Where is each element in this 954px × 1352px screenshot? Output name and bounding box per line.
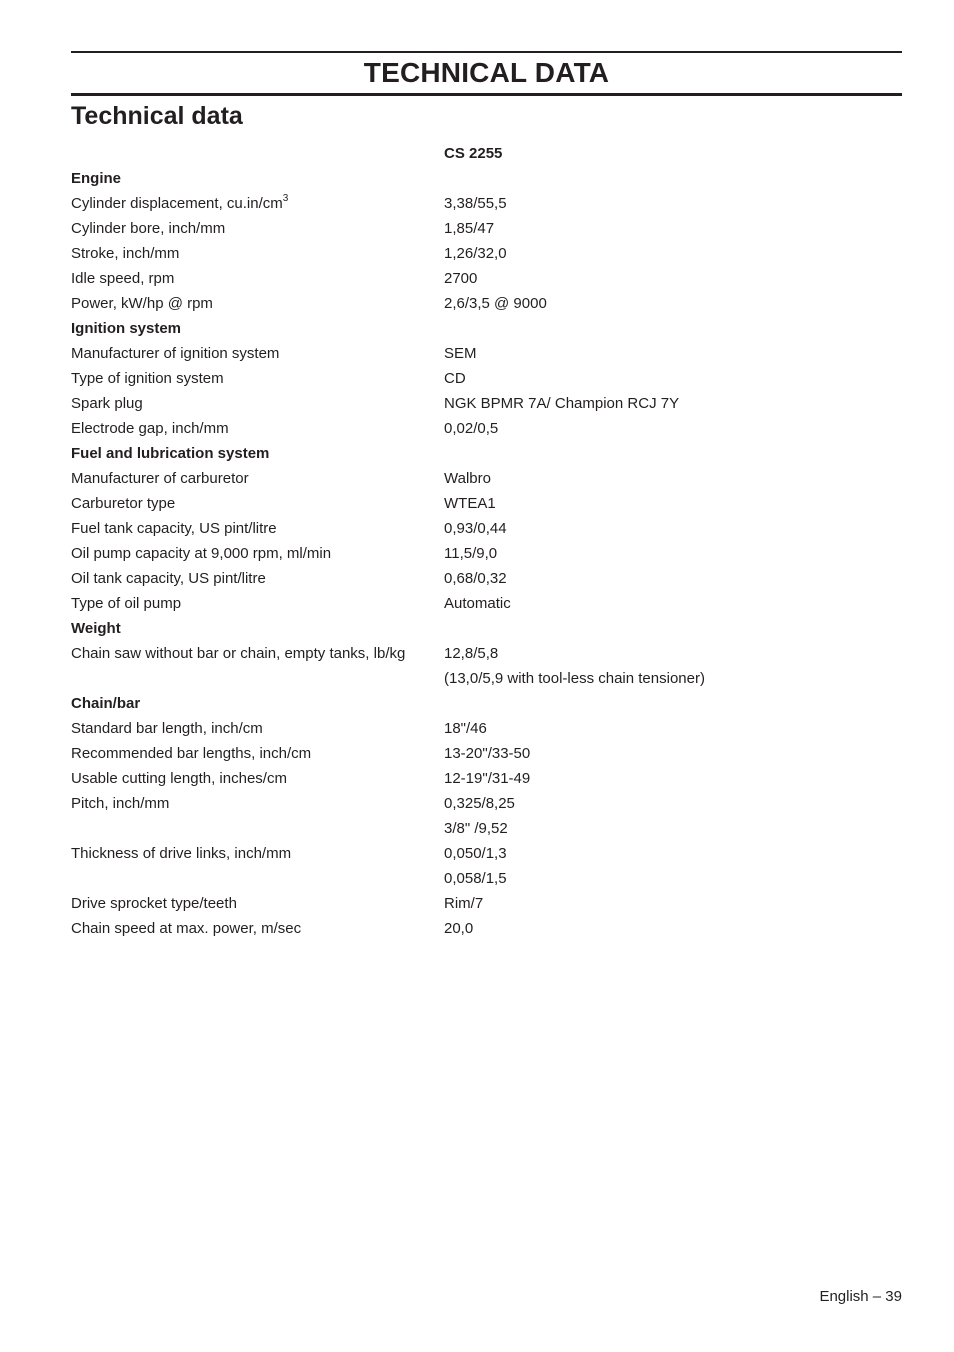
spec-label	[71, 791, 169, 816]
spec-label-text: Ignition system	[71, 320, 182, 337]
spec-rows	[71, 166, 902, 941]
spec-value: 1,85/47	[444, 220, 495, 237]
spec-row	[71, 516, 902, 541]
spec-row	[71, 791, 902, 816]
spec-label	[71, 741, 311, 766]
spec-label-text: Weight	[71, 620, 121, 637]
spec-value: 0,050/1,3	[444, 845, 507, 862]
spec-row	[71, 366, 902, 391]
spec-row	[71, 891, 902, 916]
spec-row	[71, 466, 902, 491]
spec-value: 13-20"/33-50	[444, 745, 531, 762]
spec-value: CD	[444, 370, 466, 387]
spec-label-text: Oil tank capacity, US pint/litre	[71, 570, 266, 587]
spec-value: 0,02/0,5	[444, 420, 499, 437]
spec-label-text: Type of ignition system	[71, 370, 224, 387]
spec-value: 12-19"/31-49	[444, 770, 531, 787]
spec-group-heading	[71, 441, 902, 466]
spec-row	[71, 591, 902, 616]
spec-value: Rim/7	[444, 895, 484, 912]
spec-row	[71, 491, 902, 516]
spec-label-text: Chain speed at max. power, m/sec	[71, 920, 302, 937]
spec-value: 2700	[444, 270, 478, 287]
spec-row	[71, 916, 902, 941]
spec-label-text: Drive sprocket type/teeth	[71, 895, 237, 912]
spec-value: 1,26/32,0	[444, 245, 507, 262]
spec-label-text: Chain saw without bar or chain, empty tanks, lb/kg	[71, 645, 406, 662]
spec-row	[71, 816, 902, 841]
model-name: CS 2255	[444, 145, 503, 162]
spec-value: 0,93/0,44	[444, 520, 507, 537]
spec-label-text: Idle speed, rpm	[71, 270, 175, 287]
spec-row	[71, 391, 902, 416]
spec-value: Walbro	[444, 470, 491, 487]
spec-row	[71, 216, 902, 241]
group-heading-label	[71, 316, 181, 341]
spec-label	[71, 266, 174, 291]
spec-row	[71, 291, 902, 316]
header-bottom-rule	[71, 93, 902, 96]
spec-group-heading	[71, 316, 902, 341]
spec-row	[71, 741, 902, 766]
spec-label	[71, 841, 291, 866]
spec-label-text: Power, kW/hp @ rpm	[71, 295, 213, 312]
model-row	[71, 141, 902, 166]
spec-value: 11,5/9,0	[444, 545, 498, 562]
spec-label-text: Usable cutting length, inches/cm	[71, 770, 287, 787]
spec-value: 20,0	[444, 920, 474, 937]
spec-value: (13,0/5,9 with tool-less chain tensioner)	[444, 670, 705, 687]
spec-label-text: Manufacturer of ignition system	[71, 345, 280, 362]
spec-value: 2,6/3,5 @ 9000	[444, 295, 547, 312]
spec-label-text: Pitch, inch/mm	[71, 795, 170, 812]
spec-label	[71, 716, 263, 741]
spec-label-text: Spark plug	[71, 395, 143, 412]
spec-row	[71, 341, 902, 366]
spec-label-text: Fuel tank capacity, US pint/litre	[71, 520, 277, 537]
spec-label-text: Oil pump capacity at 9,000 rpm, ml/min	[71, 545, 332, 562]
spec-label	[71, 516, 277, 541]
group-heading-label	[71, 166, 121, 191]
spec-row	[71, 266, 902, 291]
spec-label	[71, 341, 279, 366]
spec-label-text: Manufacturer of carburetor	[71, 470, 249, 487]
spec-value: 3,38/55,5	[444, 195, 507, 212]
spec-label	[71, 491, 175, 516]
spec-label	[71, 641, 405, 666]
spec-row	[71, 841, 902, 866]
spec-label	[71, 391, 143, 416]
spec-label	[71, 466, 249, 491]
spec-label-text: Type of oil pump	[71, 595, 182, 612]
group-heading-label	[71, 441, 269, 466]
section-title: Technical data	[71, 102, 243, 130]
spec-label	[71, 591, 181, 616]
spec-value: 12,8/5,8	[444, 645, 499, 662]
spec-label	[71, 241, 179, 266]
spec-label	[71, 416, 229, 441]
spec-table	[71, 141, 902, 941]
spec-value: 18"/46	[444, 720, 487, 737]
spec-label	[71, 916, 301, 941]
spec-label-text: Thickness of drive links, inch/mm	[71, 845, 292, 862]
spec-label	[71, 291, 213, 316]
spec-value: SEM	[444, 345, 477, 362]
spec-label-text: Cylinder bore, inch/mm	[71, 220, 226, 237]
spec-group-heading	[71, 616, 902, 641]
group-heading-label	[71, 616, 121, 641]
spec-value: 0,325/8,25	[444, 795, 515, 812]
spec-label	[71, 216, 225, 241]
spec-row	[71, 566, 902, 591]
spec-value: 0,68/0,32	[444, 570, 507, 587]
spec-value: NGK BPMR 7A/ Champion RCJ 7Y	[444, 395, 680, 412]
spec-label	[71, 566, 266, 591]
spec-label-text: Chain/bar	[71, 695, 141, 712]
spec-label	[71, 191, 288, 216]
page-footer: English – 39	[819, 1288, 902, 1305]
spec-label	[71, 366, 224, 391]
spec-row	[71, 191, 902, 216]
spec-row	[71, 241, 902, 266]
spec-row	[71, 416, 902, 441]
spec-row	[71, 641, 902, 666]
page-header: TECHNICAL DATA	[363, 57, 610, 88]
spec-row	[71, 716, 902, 741]
spec-value: Automatic	[444, 595, 511, 612]
spec-label	[71, 541, 331, 566]
spec-row	[71, 666, 902, 691]
spec-label-text: Recommended bar lengths, inch/cm	[71, 745, 312, 762]
spec-label-text: Carburetor type	[71, 495, 176, 512]
spec-label-text: Standard bar length, inch/cm	[71, 720, 263, 737]
spec-label-text: Stroke, inch/mm	[71, 245, 180, 262]
spec-group-heading	[71, 166, 902, 191]
spec-label-text: Cylinder displacement, cu.in/cm	[71, 195, 283, 212]
group-heading-label	[71, 691, 140, 716]
spec-value: WTEA1	[444, 495, 496, 512]
spec-row	[71, 766, 902, 791]
unit-superscript: 3	[282, 193, 289, 204]
spec-row	[71, 541, 902, 566]
spec-label-text: Electrode gap, inch/mm	[71, 420, 229, 437]
spec-value: 3/8" /9,52	[444, 820, 508, 837]
spec-group-heading	[71, 691, 902, 716]
spec-label-text: Fuel and lubrication system	[71, 445, 270, 462]
spec-label-text: Engine	[71, 170, 122, 187]
spec-label	[71, 766, 287, 791]
header-top-rule	[71, 51, 902, 53]
spec-value: 0,058/1,5	[444, 870, 507, 887]
spec-row	[71, 866, 902, 891]
spec-label	[71, 891, 237, 916]
